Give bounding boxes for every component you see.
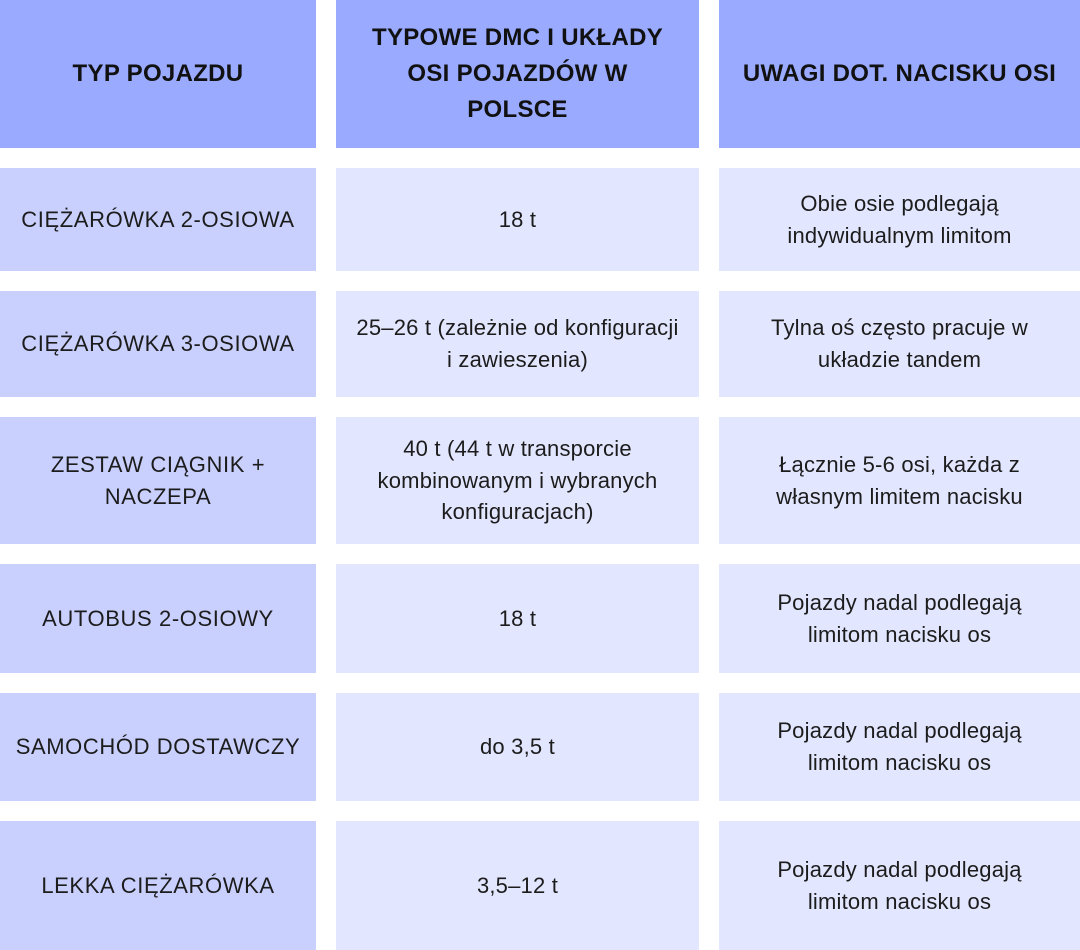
gvw-cell: 25–26 t (zależnie od konfiguracji i zawieszenia) xyxy=(336,291,699,397)
axle-notes-cell: Łącznie 5-6 osi, każda z własnym limitem nacisku xyxy=(719,417,1080,544)
gvw-cell: 3,5–12 t xyxy=(336,821,699,950)
vehicle-type-cell: AUTOBUS 2-OSIOWY xyxy=(0,564,316,673)
gvw-cell: 18 t xyxy=(336,564,699,673)
header-vehicle-type: TYP POJAZDU xyxy=(0,0,316,148)
vehicle-type-cell: CIĘŻARÓWKA 3-OSIOWA xyxy=(0,291,316,397)
vehicle-type-cell: ZESTAW CIĄGNIK + NACZEPA xyxy=(0,417,316,544)
axle-notes-cell: Pojazdy nadal podlegają limitom nacisku os xyxy=(719,821,1080,950)
axle-notes-cell: Pojazdy nadal podlegają limitom nacisku os xyxy=(719,564,1080,673)
gvw-cell: do 3,5 t xyxy=(336,693,699,801)
vehicle-type-cell: SAMOCHÓD DOSTAWCZY xyxy=(0,693,316,801)
vehicle-type-cell: LEKKA CIĘŻARÓWKA xyxy=(0,821,316,950)
gvw-cell: 40 t (44 t w transporcie kombinowanym i wybranych konfiguracjach) xyxy=(336,417,699,544)
header-axle-notes: UWAGI DOT. NACISKU OSI xyxy=(719,0,1080,148)
gvw-cell: 18 t xyxy=(336,168,699,271)
vehicle-type-cell: CIĘŻARÓWKA 2-OSIOWA xyxy=(0,168,316,271)
axle-notes-cell: Tylna oś często pracuje w układzie tandem xyxy=(719,291,1080,397)
header-typical-gvw: TYPOWE DMC I UKŁADY OSI POJAZDÓW W POLSCE xyxy=(336,0,699,148)
axle-notes-cell: Pojazdy nadal podlegają limitom nacisku os xyxy=(719,693,1080,801)
axle-notes-cell: Obie osie podlegają indywidualnym limitom xyxy=(719,168,1080,271)
